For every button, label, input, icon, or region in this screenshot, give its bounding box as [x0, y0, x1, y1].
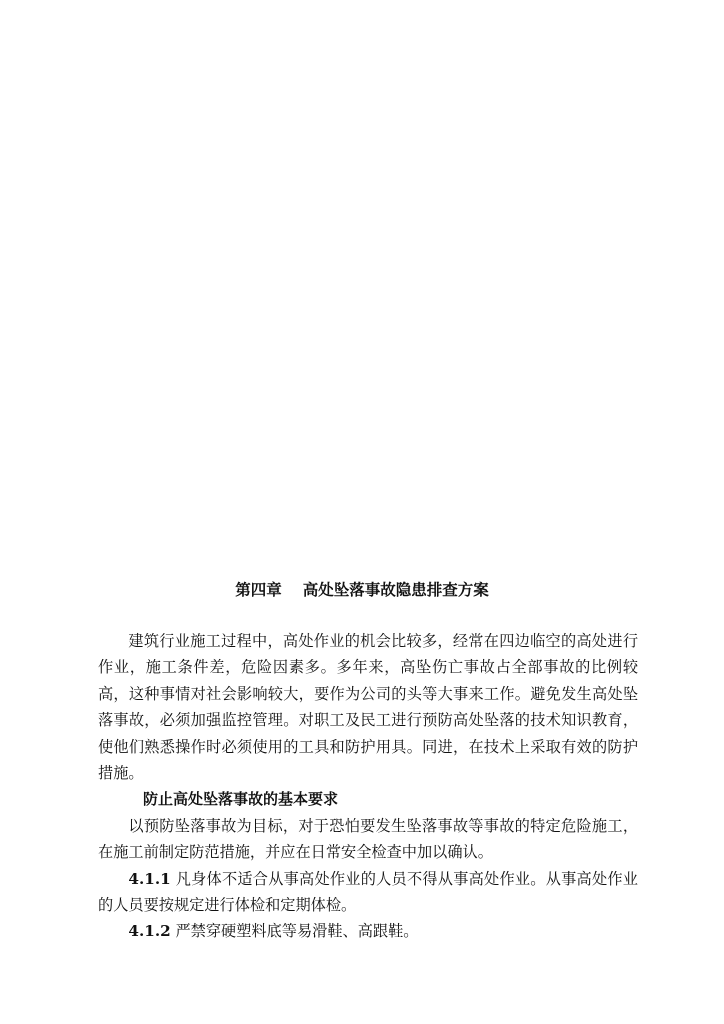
requirement-item	[98, 866, 638, 919]
item-text: 凡身体不适合从事高处作业的人员不得从事高处作业。从事高处作业的人员要按规定进行体检和定期体检。	[98, 869, 638, 915]
section-paragraph: 以预防坠落事故为目标，对于恐怕要发生坠落事故等事故的特定危险施工，在施工前制定防范措施，并应在日常安全检查中加以确认。	[98, 816, 638, 862]
chapter-title: 第四章 高处坠落事故隐患排查方案	[235, 581, 489, 599]
item-number: 4.1.1	[128, 869, 171, 888]
intro-paragraph: 建筑行业施工过程中，高处作业的机会比较多，经常在四边临空的高处进行作业，施工条件差，危险因素多。多年来，高坠伤亡事故占全部事故的比例较高，这种事情对社会影响较大，要作为公司的头等大事来工作。避免发生高处坠落事故，必须加强监控管理。对职工及民工进行预防高处坠落的技术知识教育，使他们熟悉操作时必须使用的工具和防护用具。同进，在技术上采取有效的防护措施。	[98, 632, 638, 783]
section-heading: 防止高处坠落事故的基本要求	[143, 790, 339, 809]
requirement-item	[98, 918, 638, 944]
item-number: 4.1.2	[128, 922, 171, 941]
item-text: 严禁穿硬塑料底等易滑鞋、高跟鞋。	[170, 922, 419, 941]
document-body	[98, 628, 638, 945]
